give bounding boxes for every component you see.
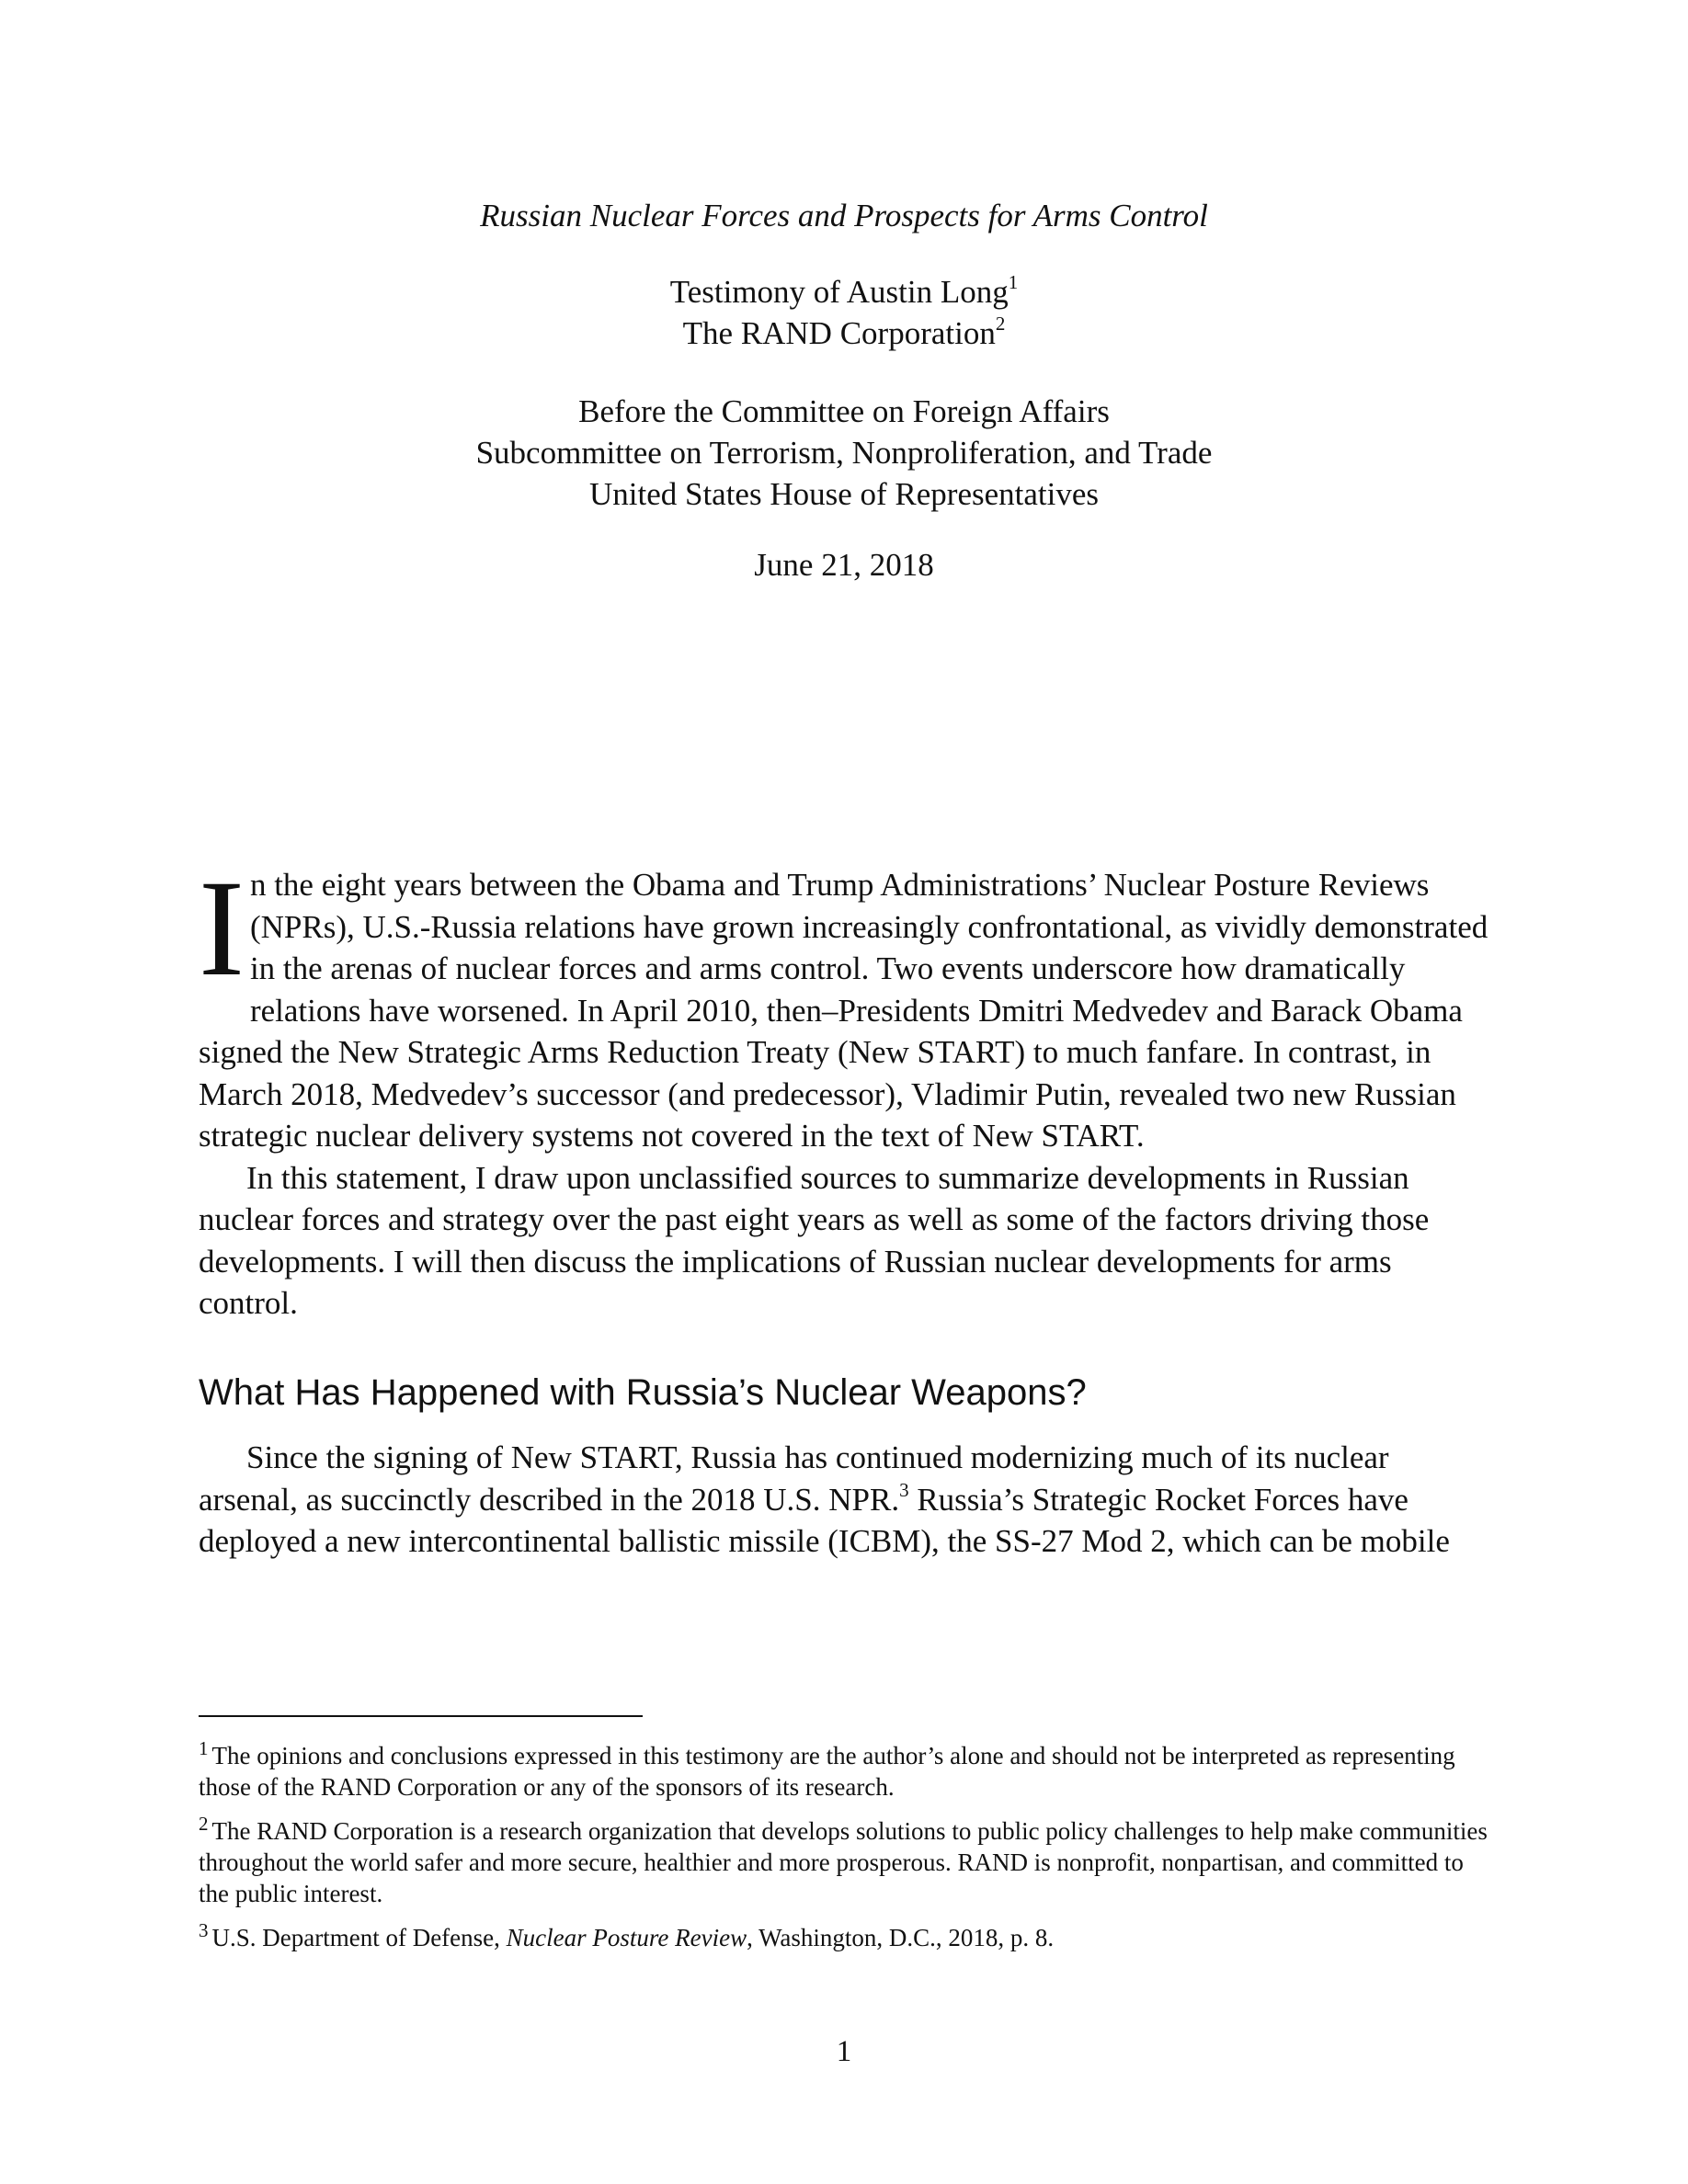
subcommittee-line: Subcommittee on Terrorism, Nonproliferation, and Trade [475, 435, 1213, 471]
footnote-3 [199, 1919, 1490, 1953]
document-title: Russian Nuclear Forces and Prospects for Arms Control [480, 198, 1208, 233]
page-number: 1 [836, 2035, 852, 2068]
footnote-number: 2 [199, 1813, 209, 1835]
footnotes [199, 1737, 1490, 1966]
footnote-ref-3[interactable]: 3 [899, 1478, 909, 1501]
footnote-text: , Washington, D.C., 2018, p. 8. [747, 1924, 1055, 1951]
section-paragraph-text-b: Russia’s Strategic Rocket Forces have deployed a new intercontinental ballistic missile (ICBM), the SS-27 Mod 2, which can be mobile [199, 1481, 1450, 1559]
testimony-block [0, 271, 1688, 354]
footnote-ref-2[interactable]: 2 [995, 313, 1006, 336]
footnote-separator [199, 1715, 643, 1717]
footnote-ref-1[interactable]: 1 [1008, 271, 1019, 294]
testimony-date: June 21, 2018 [754, 547, 934, 583]
committee-block [0, 391, 1688, 515]
footnote-number: 1 [199, 1737, 209, 1759]
intro-paragraph-2: In this statement, I draw upon unclassified sources to summarize developments in Russian nuclear forces and strategy over the past eight years as well as some of the factors driving those developments. I will then discuss the implications of Russian nuclear developments for arms control. [199, 1159, 1430, 1321]
section-paragraph-text-a: Since the signing of New START, Russia has continued modernizing much of its nuclear arsenal, as succinctly described in the 2018 U.S. NPR. [199, 1439, 1389, 1518]
intro-section [199, 852, 1490, 1325]
footnote-text: The RAND Corporation is a research organization that develops solutions to public policy challenges to help make communities throughout the world safer and more secure, healthier and more prosperous. RAND is nonprofit, nonpartisan, and committed to the public interest. [199, 1817, 1488, 1907]
organization-text: The RAND Corporation [682, 315, 996, 351]
footnote-2 [199, 1815, 1490, 1909]
footnote-number: 3 [199, 1919, 209, 1941]
section-body [199, 1437, 1490, 1563]
section-paragraph [199, 1437, 1490, 1563]
footnote-text: U.S. Department of Defense, [211, 1924, 507, 1951]
footnote-text: The opinions and conclusions expressed in this testimony are the author’s alone and should not be interpreted as representing those of the RAND Corporation or any of the sponsors of its research. [199, 1742, 1455, 1801]
footnote-1 [199, 1737, 1490, 1803]
house-line: United States House of Representatives [588, 476, 1100, 512]
committee-line: Before the Committee on Foreign Affairs [578, 393, 1110, 429]
footnote-citation-title: Nuclear Posture Review [506, 1924, 747, 1951]
organization-line [0, 313, 1688, 354]
intro-paragraph-1-text: n the eight years between the Obama and Trump Administrations’ Nuclear Posture Reviews (NPRs), U.S.-Russia relations have grown increasingly confrontational, as vividly demonstrated in the arenas of nuclear forces and arms control. Two events underscore how dramatically relations have worsened. In April 2010, then–Presidents Dmitri Medvedev and Barack Obama signed the New Strategic Arms Reduction Treaty (New START) to much fanfare. In contrast, in March 2018, Medvedev’s successor (and predecessor), Vladimir Putin, revealed two new Russian strategic nuclear delivery systems not covered in the text of New START. [199, 867, 1488, 1154]
drop-cap: I [199, 852, 245, 1005]
section-heading: What Has Happened with Russia’s Nuclear Weapons? [199, 1372, 1087, 1413]
testimony-text: Testimony of Austin Long [669, 274, 1009, 310]
intro-paragraph-1 [199, 852, 1490, 1157]
testimony-line [0, 271, 1688, 313]
